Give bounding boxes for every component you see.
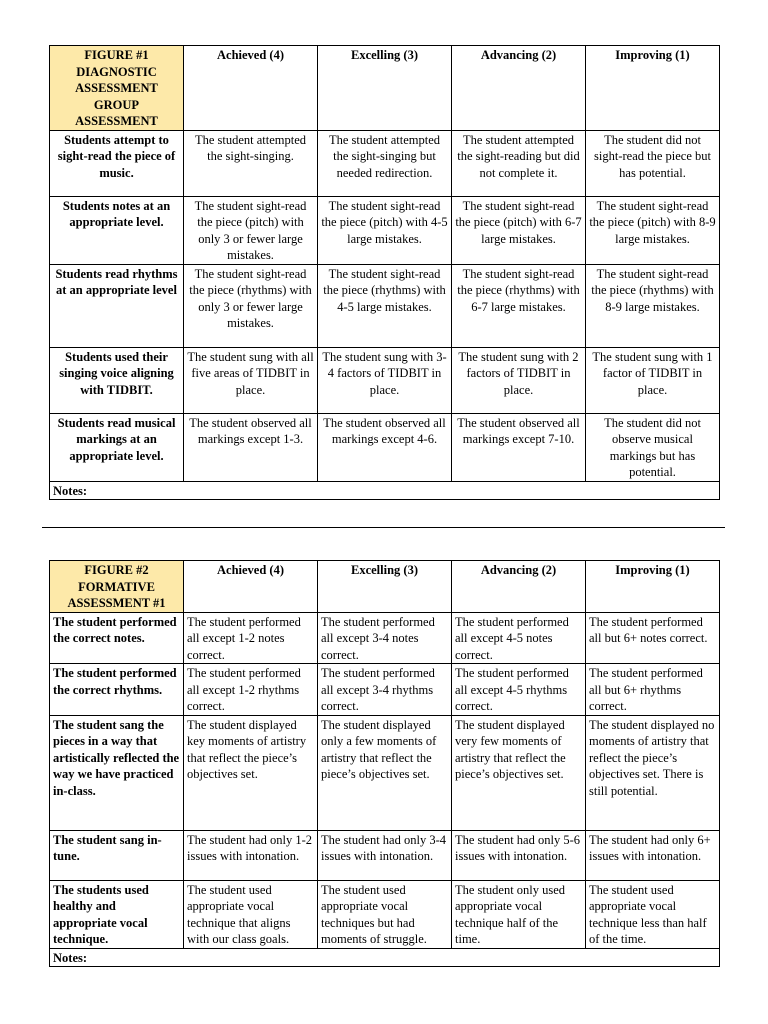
- rubric-cell: The student sung with 1 factor of TIDBIT in place.: [586, 347, 720, 413]
- criterion-cell: Students notes at an appropriate level.: [50, 196, 184, 264]
- rubric-cell: The student sight-read the piece (pitch) with only 3 or fewer large mistakes.: [184, 196, 318, 264]
- rubric-cell: The student sight-read the piece (rhythms) with 8-9 large mistakes.: [586, 264, 720, 347]
- rubric-cell: The student used appropriate vocal techniques but had moments of struggle.: [318, 880, 452, 948]
- rubric-cell: The student had only 1-2 issues with intonation.: [184, 830, 318, 880]
- rubric-header-row: [50, 561, 720, 613]
- table-row: [50, 347, 720, 413]
- criterion-cell: Students used their singing voice aligning with TIDBIT.: [50, 347, 184, 413]
- criterion-cell: Students read rhythms at an appropriate level: [50, 264, 184, 347]
- rubric-cell: The student sight-read the piece (pitch) with 6-7 large mistakes.: [452, 196, 586, 264]
- rubric-cell: The student did not sight-read the piece but has potential.: [586, 130, 720, 196]
- rubric-cell: The student only used appropriate vocal technique half of the time.: [452, 880, 586, 948]
- section-divider: [42, 527, 725, 528]
- rubric-cell: The student observed all markings except 1-3.: [184, 413, 318, 481]
- rubric-cell: The student performed all except 3-4 notes correct.: [318, 612, 452, 664]
- rubric-header-row: [50, 46, 720, 131]
- rubric-cell: The student used appropriate vocal technique that aligns with our class goals.: [184, 880, 318, 948]
- figure-title: FIGURE #2 FORMATIVE ASSESSMENT #1: [50, 561, 184, 613]
- column-header-improving: Improving (1): [586, 46, 720, 131]
- column-header-achieved: Achieved (4): [184, 46, 318, 131]
- rubric-cell: The student sung with all five areas of TIDBIT in place.: [184, 347, 318, 413]
- rubric-cell: The student performed all except 3-4 rhythms correct.: [318, 664, 452, 716]
- table-row: [50, 264, 720, 347]
- rubric-cell: The student used appropriate vocal technique less than half of the time.: [586, 880, 720, 948]
- rubric-cell: The student performed all except 4-5 rhythms correct.: [452, 664, 586, 716]
- figure-title: FIGURE #1 DIAGNOSTIC ASSESSMENT GROUP ASSESSMENT: [50, 46, 184, 131]
- table-row: [50, 413, 720, 481]
- column-header-excelling: Excelling (3): [318, 46, 452, 131]
- table-row: [50, 830, 720, 880]
- criterion-cell: The students used healthy and appropriate vocal technique.: [50, 880, 184, 948]
- diagnostic-assessment-rubric: [49, 45, 720, 500]
- rubric-cell: The student performed all except 4-5 notes correct.: [452, 612, 586, 664]
- rubric-cell: The student had only 3-4 issues with intonation.: [318, 830, 452, 880]
- rubric-cell: The student had only 6+ issues with intonation.: [586, 830, 720, 880]
- table-row: [50, 196, 720, 264]
- formative-assessment-rubric: [49, 560, 720, 967]
- table-row: [50, 612, 720, 664]
- rubric-cell: The student displayed no moments of artistry that reflect the piece’s objectives set. There is still potential.: [586, 715, 720, 830]
- rubric-cell: The student sight-read the piece (rhythms) with 6-7 large mistakes.: [452, 264, 586, 347]
- rubric-cell: The student attempted the sight-singing.: [184, 130, 318, 196]
- criterion-cell: The student sang the pieces in a way that artistically reflected the way we have practiced in-class.: [50, 715, 184, 830]
- rubric-cell: The student displayed only a few moments of artistry that reflect the piece’s objectives set.: [318, 715, 452, 830]
- notes-label: Notes:: [50, 481, 720, 500]
- rubric-cell: The student sight-read the piece (rhythms) with 4-5 large mistakes.: [318, 264, 452, 347]
- table-row: [50, 715, 720, 830]
- notes-row: [50, 481, 720, 500]
- rubric-cell: The student attempted the sight-reading but did not complete it.: [452, 130, 586, 196]
- rubric-cell: The student sight-read the piece (pitch) with 4-5 large mistakes.: [318, 196, 452, 264]
- rubric-cell: The student sight-read the piece (pitch) with 8-9 large mistakes.: [586, 196, 720, 264]
- column-header-achieved: Achieved (4): [184, 561, 318, 613]
- notes-label: Notes:: [50, 948, 720, 967]
- rubric-cell: The student did not observe musical markings but has potential.: [586, 413, 720, 481]
- rubric-cell: The student had only 5-6 issues with intonation.: [452, 830, 586, 880]
- rubric-cell: The student attempted the sight-singing but needed redirection.: [318, 130, 452, 196]
- rubric-cell: The student sight-read the piece (rhythms) with only 3 or fewer large mistakes.: [184, 264, 318, 347]
- column-header-improving: Improving (1): [586, 561, 720, 613]
- criterion-cell: The student sang in-tune.: [50, 830, 184, 880]
- column-header-excelling: Excelling (3): [318, 561, 452, 613]
- criterion-cell: The student performed the correct rhythms.: [50, 664, 184, 716]
- table-row: [50, 130, 720, 196]
- criterion-cell: Students attempt to sight-read the piece of music.: [50, 130, 184, 196]
- criterion-cell: Students read musical markings at an appropriate level.: [50, 413, 184, 481]
- column-header-advancing: Advancing (2): [452, 46, 586, 131]
- criterion-cell: The student performed the correct notes.: [50, 612, 184, 664]
- column-header-advancing: Advancing (2): [452, 561, 586, 613]
- rubric-cell: The student performed all except 1-2 notes correct.: [184, 612, 318, 664]
- rubric-cell: The student observed all markings except 7-10.: [452, 413, 586, 481]
- table-row: [50, 880, 720, 948]
- rubric-cell: The student sung with 3-4 factors of TIDBIT in place.: [318, 347, 452, 413]
- rubric-cell: The student performed all but 6+ notes correct.: [586, 612, 720, 664]
- notes-row: [50, 948, 720, 967]
- rubric-cell: The student displayed key moments of artistry that reflect the piece’s objectives set.: [184, 715, 318, 830]
- table-row: [50, 664, 720, 716]
- rubric-cell: The student observed all markings except 4-6.: [318, 413, 452, 481]
- rubric-cell: The student performed all but 6+ rhythms correct.: [586, 664, 720, 716]
- rubric-cell: The student displayed very few moments of artistry that reflect the piece’s objectives set.: [452, 715, 586, 830]
- rubric-cell: The student performed all except 1-2 rhythms correct.: [184, 664, 318, 716]
- rubric-cell: The student sung with 2 factors of TIDBIT in place.: [452, 347, 586, 413]
